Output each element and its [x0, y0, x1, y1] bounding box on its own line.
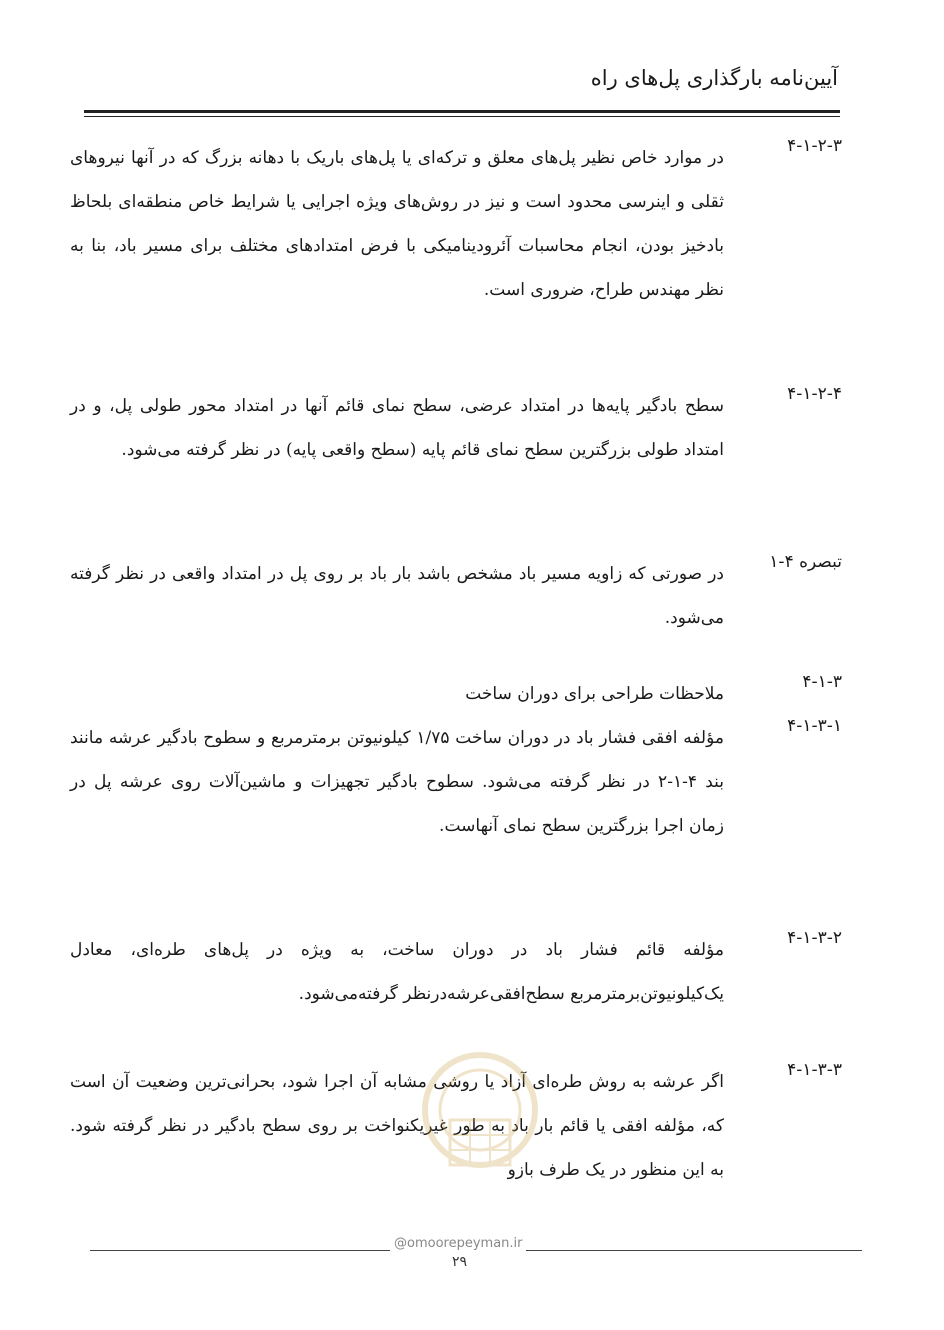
page-header	[80, 66, 842, 106]
section-text: سطح بادگیر پایه‌ها در امتداد عرضی، سطح نمای قائم آنها در امتداد محور طولی پل، و در امتداد طولی بزرگترین سطح نمای قائم پایه (سطح واقعی پایه) در نظر گرفته می‌شود.	[70, 396, 724, 460]
section-text: در موارد خاص نظیر پل‌های معلق و ترکه‌ای یا پل‌های باریک با دهانه بزرگ که در آنها نیروهای ثقلی و اینرسی محدود است و نیز در روش‌های ویژه اجرایی یا شرایط خاص منطقه‌ای بلحاظ بادخیز بودن، انجام محاسبات آئرودینامیکی با فرض امتدادهای مختلف برای مسیر باد، بنا به نظر مهندس طراح، ضروری است.	[70, 148, 724, 300]
section-number: ۴-۱-۲-۳	[787, 136, 842, 156]
section-number: ۴-۱-۳-۲	[787, 928, 842, 948]
page-title: آیین‌نامه بارگذاری پل‌های راه	[590, 66, 838, 90]
section-number: ۴-۱-۳-۱	[787, 716, 842, 736]
section-4-1-3	[70, 672, 842, 716]
section-text: در صورتی که زاویه مسیر باد مشخص باشد بار باد بر روی پل در امتداد واقعی در نظر گرفته می‌شود.	[70, 564, 724, 628]
section-text: مؤلفه قائم فشار باد در دوران ساخت، به ویژه در پل‌های طره‌ای، معادل یک‌کیلونیوتن‌برمترمربع سطح‌افقی‌عرشه‌درنظر گرفته‌می‌شود.	[70, 940, 724, 1004]
section-text: اگر عرشه به روش طره‌ای آزاد یا روشی مشابه آن اجرا شود، بحرانی‌ترین وضعیت آن است که، مؤلفه افقی یا قائم بار باد به طور غیریکنواخت بر روی سطح بادگیر در نظر گرفته شود. به این منظور در یک طرف بازو	[70, 1072, 724, 1180]
header-rule-thin	[84, 116, 840, 117]
section-4-1-2-3	[70, 136, 842, 312]
note-4-1	[70, 552, 842, 640]
note-label: تبصره ۴-۱	[769, 552, 842, 572]
page-number: ۲۹	[452, 1254, 468, 1270]
section-4-1-2-4	[70, 384, 842, 472]
section-4-1-3-1	[70, 716, 842, 848]
section-number: ۴-۱-۲-۴	[787, 384, 842, 404]
footer-site: @omoorepeyman.ir	[390, 1236, 526, 1251]
section-text: مؤلفه افقی فشار باد در دوران ساخت ۱/۷۵ کیلونیوتن برمترمربع و سطوح بادگیر عرشه مانند بند ۴-۱-۲ در نظر گرفته می‌شود. سطوح بادگیر تجهیزات و ماشین‌آلات روی عرشه پل در زمان اجرا بزرگترین سطح نمای آنهاست.	[70, 728, 724, 836]
section-heading: ملاحظات طراحی برای دوران ساخت	[465, 684, 724, 704]
seal-logo-icon	[410, 1050, 550, 1200]
section-4-1-3-2	[70, 928, 842, 1016]
section-number: ۴-۱-۳	[802, 672, 842, 692]
header-rule	[84, 110, 840, 113]
section-number: ۴-۱-۳-۳	[787, 1060, 842, 1080]
